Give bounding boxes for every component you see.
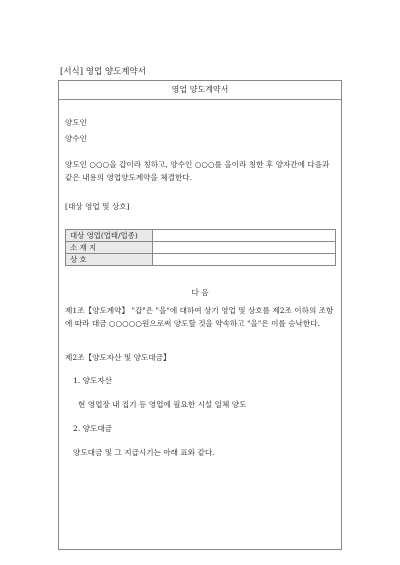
- item-1-text: 현 영업장 내 집기 등 영업에 필요한 시설 일체 양도: [78, 400, 247, 409]
- da-eum-heading: 다 음: [191, 288, 209, 297]
- article-1: [65, 304, 336, 330]
- table-row: [66, 254, 336, 266]
- article-1-text: "갑"은 "을"에 대하여 상기 영업 및 상호를 제2조 이하의 조항에 따라 대금 ○○○○○원으로써 양도할 것을 약속하고 "을"은 이를 승낙한다.: [65, 306, 334, 328]
- transferor-label: 양도인: [65, 118, 88, 127]
- article-1-head: 제1조【양도계약】: [65, 306, 130, 315]
- contract-document: [58, 80, 342, 550]
- row-value-location: [153, 242, 336, 254]
- row-label-business: 대상 영업(업태/업종): [66, 230, 153, 242]
- target-business-table: [65, 229, 336, 266]
- document-body: [59, 100, 341, 549]
- row-value-business: [153, 230, 336, 242]
- item-2-title: 2. 양도대금: [73, 424, 113, 433]
- table-heading: [대상 영업 및 상호]: [65, 202, 130, 211]
- article-2-head: 제2조【양도자산 및 양도대금】: [65, 353, 171, 362]
- row-value-trade-name: [153, 254, 336, 266]
- document-title: 영업 양도계약서: [59, 81, 341, 100]
- item-1-title: 1. 양도자산: [73, 376, 113, 385]
- row-label-location: 소 재 지: [66, 242, 153, 254]
- table-row: [66, 242, 336, 254]
- item-2-text: 양도대금 및 그 지급시기는 아래 표와 같다.: [73, 448, 215, 457]
- form-label: [서식] 영업 양도계약서: [60, 67, 146, 77]
- intro-paragraph: 양도인 ○○○을 갑이라 칭하고, 양수인 ○○○를 을이라 칭한 후 양자간에 다음과 같은 내용의 영업양도계약을 체결한다.: [65, 160, 330, 182]
- table-row: [66, 230, 336, 242]
- transferee-label: 양수인: [65, 134, 88, 143]
- row-label-trade-name: 상 호: [66, 254, 153, 266]
